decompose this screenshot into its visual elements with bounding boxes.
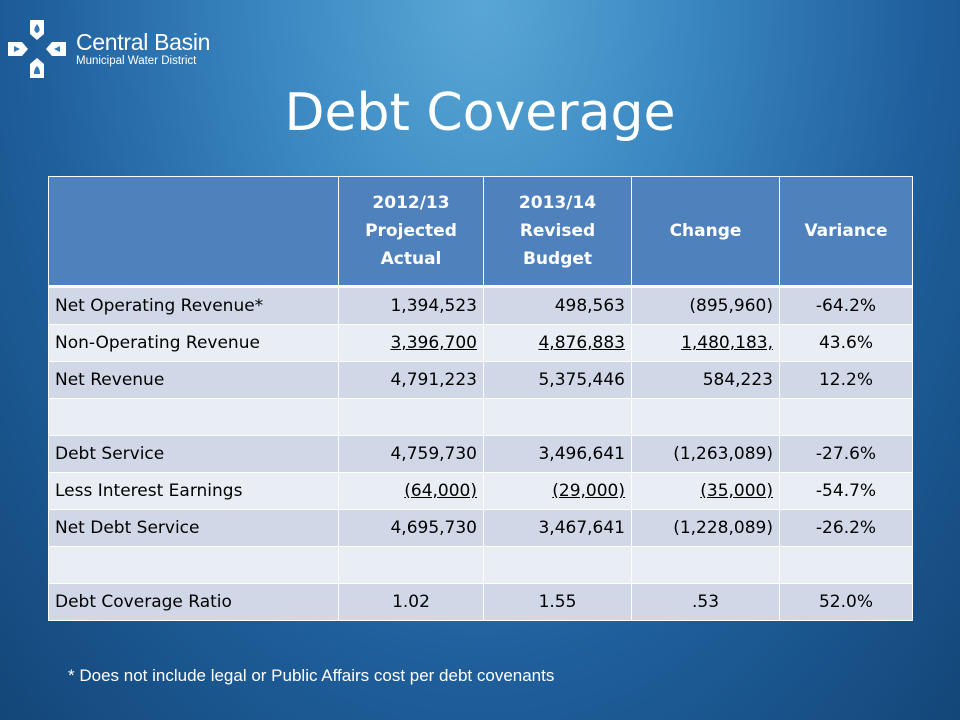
cell-variance: -26.2% xyxy=(780,510,913,547)
header-revised-budget: 2013/14 Revised Budget xyxy=(484,177,632,287)
cell-change: (1,228,089) xyxy=(632,510,780,547)
cell-revised-budget: 5,375,446 xyxy=(484,362,632,399)
cell-variance: 12.2% xyxy=(780,362,913,399)
cell-projected-actual: 4,791,223 xyxy=(339,362,484,399)
cell-change: (1,263,089) xyxy=(632,436,780,473)
slide-title: Debt Coverage xyxy=(284,83,676,143)
cell-revised-budget xyxy=(484,547,632,584)
table-row-empty xyxy=(49,547,913,584)
cell-projected-actual: 1.02 xyxy=(339,584,484,621)
logo-subtitle: Municipal Water District xyxy=(76,55,197,67)
row-label: Less Interest Earnings xyxy=(49,473,339,510)
cell-change xyxy=(632,547,780,584)
row-label xyxy=(49,547,339,584)
header-projected-actual: 2012/13 Projected Actual xyxy=(339,177,484,287)
logo xyxy=(6,18,210,80)
row-label: Non-Operating Revenue xyxy=(49,325,339,362)
row-label: Debt Service xyxy=(49,436,339,473)
cell-projected-actual: 1,394,523 xyxy=(339,287,484,325)
cell-variance: -54.7% xyxy=(780,473,913,510)
footnote: * Does not include legal or Public Affairs cost per debt covenants xyxy=(68,666,555,685)
logo-name: Central Basin xyxy=(76,29,211,55)
cell-revised-budget: 498,563 xyxy=(484,287,632,325)
cell-change: 1,480,183, xyxy=(681,333,773,353)
cell-projected-actual xyxy=(339,547,484,584)
cell-change: (895,960) xyxy=(632,287,780,325)
table-row-empty xyxy=(49,399,913,436)
row-label: Net Debt Service xyxy=(49,510,339,547)
table-row xyxy=(49,473,913,510)
table-header-row xyxy=(49,177,913,287)
header-cell-blank xyxy=(49,177,339,287)
cell-variance: -64.2% xyxy=(780,287,913,325)
cell-variance xyxy=(780,547,913,584)
cell-revised-budget: 1.55 xyxy=(484,584,632,621)
table-row xyxy=(49,436,913,473)
cell-projected-actual xyxy=(339,399,484,436)
cell-change: (35,000) xyxy=(700,481,773,501)
cell-revised-budget: (29,000) xyxy=(552,481,625,501)
table-row xyxy=(49,510,913,547)
row-label xyxy=(49,399,339,436)
header-variance: Variance xyxy=(780,177,913,287)
cell-projected-actual: (64,000) xyxy=(404,481,477,501)
header-change: Change xyxy=(632,177,780,287)
row-label: Debt Coverage Ratio xyxy=(49,584,339,621)
cell-change: .53 xyxy=(632,584,780,621)
cell-projected-actual: 3,396,700 xyxy=(390,333,477,353)
cell-variance: -27.6% xyxy=(780,436,913,473)
table-row xyxy=(49,325,913,362)
row-label: Net Revenue xyxy=(49,362,339,399)
logo-text xyxy=(76,30,210,68)
debt-coverage-table xyxy=(48,176,913,621)
table-row xyxy=(49,287,913,325)
cell-change: 584,223 xyxy=(632,362,780,399)
table-row xyxy=(49,362,913,399)
cell-variance xyxy=(780,399,913,436)
cell-variance: 52.0% xyxy=(780,584,913,621)
row-label: Net Operating Revenue* xyxy=(49,287,339,325)
cell-projected-actual: 4,695,730 xyxy=(339,510,484,547)
cell-variance: 43.6% xyxy=(780,325,913,362)
cell-change xyxy=(632,399,780,436)
cell-revised-budget: 4,876,883 xyxy=(538,333,625,353)
cell-projected-actual: 4,759,730 xyxy=(339,436,484,473)
table-row xyxy=(49,584,913,621)
water-district-logo-icon xyxy=(6,18,68,80)
cell-revised-budget: 3,467,641 xyxy=(484,510,632,547)
cell-revised-budget: 3,496,641 xyxy=(484,436,632,473)
cell-revised-budget xyxy=(484,399,632,436)
